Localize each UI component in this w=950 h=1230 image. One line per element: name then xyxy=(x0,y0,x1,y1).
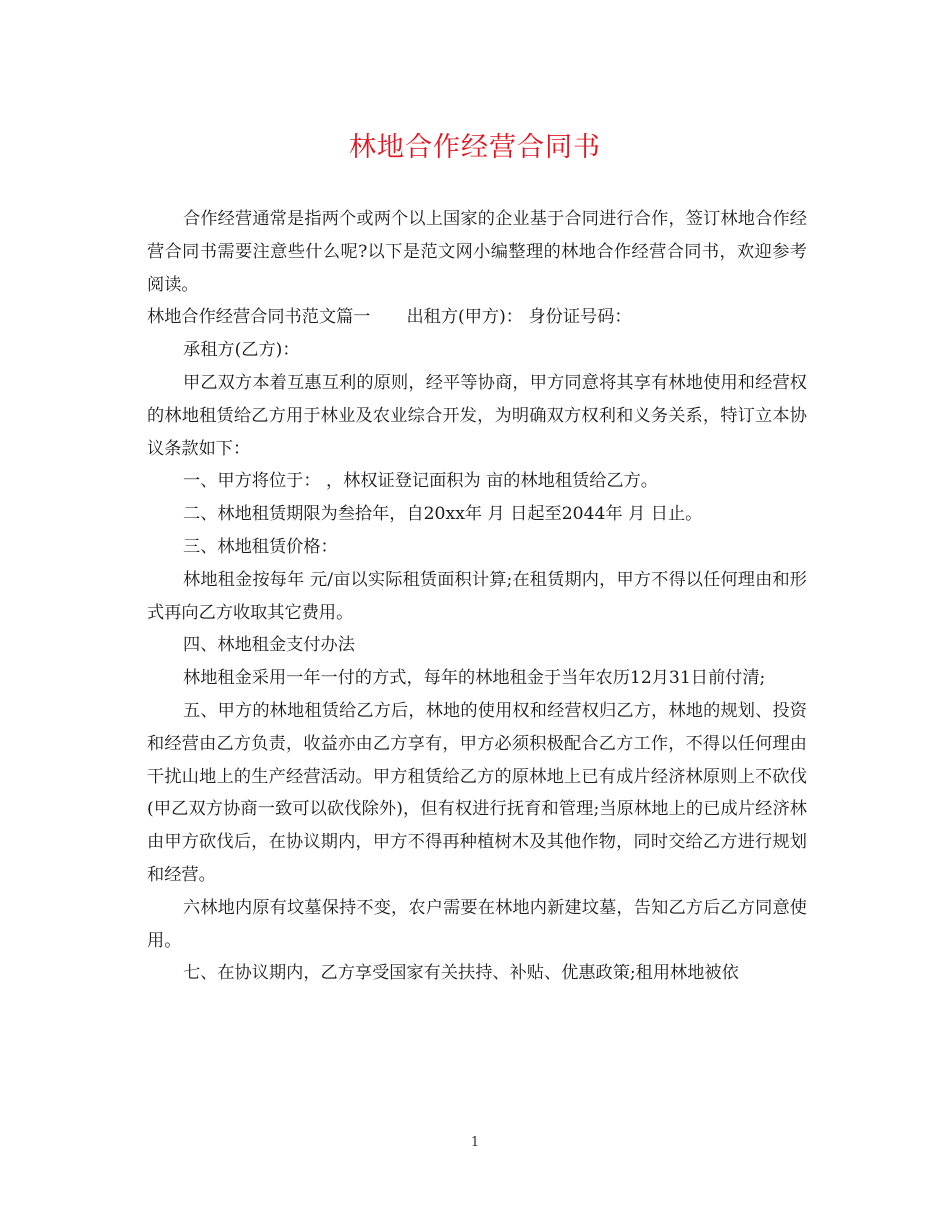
clause-4-heading: 四、林地租金支付办法 xyxy=(183,635,355,656)
clause-3-heading: 三、林地租赁价格： xyxy=(183,536,338,557)
page-number: 1 xyxy=(470,1135,480,1150)
clause-5: 五、甲方的林地租赁给乙方后，林地的使用权和经营权归乙方，林地的规划、投资和经营由乙方负责，收益亦由乙方享有，甲方必须积极配合乙方工作，不得以任何理由干扰山地上的生产经营活动。甲方租赁给乙方的原林地上已有成片经济林原则上不砍伐(甲乙双方协商一致可以砍伐除外)，但有权进行抚育和管理;当原林地上的已成片经济林由甲方砍伐后，在协议期内，甲方不得再种植树木及其他作物，同时交给乙方进行规划和经营。 xyxy=(147,700,807,885)
lessee-line: 承租方(乙方)： xyxy=(183,340,300,361)
intro-paragraph: 合作经营通常是指两个或两个以上国家的企业基于合同进行合作，签订林地合作经营合同书需要注意些什么呢?以下是范文网小编整理的林地合作经营合同书，欢迎参考阅读。 xyxy=(147,209,807,295)
clause-1: 一、甲方将位于： ，林权证登记面积为 亩的林地租赁给乙方。 xyxy=(183,471,658,492)
preamble-paragraph: 甲乙双方本着互惠互利的原则，经平等协商，甲方同意将其享有林地使用和经营权的林地租赁给乙方用于林业及农业综合开发，为明确双方权利和义务关系，特订立本协议条款如下： xyxy=(147,372,807,459)
document-title: 林地合作经营合同书 xyxy=(349,132,601,163)
clause-6: 六林地内原有坟墓保持不变，农户需要在林地内新建坟墓，告知乙方后乙方同意使用。 xyxy=(147,897,807,951)
clause-4-body: 林地租金采用一年一付的方式，每年的林地租金于当年农历12月31日前付清; xyxy=(183,668,766,689)
clause-2: 二、林地租赁期限为叁拾年，自20xx年 月 日起至2044年 月 日止。 xyxy=(183,504,703,525)
party-line xyxy=(147,301,807,334)
lessor-line: 出租方(甲方)： 身份证号码： xyxy=(406,307,632,328)
sample-heading: 林地合作经营合同书范文篇一 xyxy=(147,307,371,328)
clause-7: 七、在协议期内，乙方享受国家有关扶持、补贴、优惠政策;租用林地被依 xyxy=(183,963,739,984)
clause-3-body: 林地租金按每年 元/亩以实际租赁面积计算;在租赁期内，甲方不得以任何理由和形式再向乙方收取其它费用。 xyxy=(147,569,807,623)
document-body xyxy=(147,203,807,990)
